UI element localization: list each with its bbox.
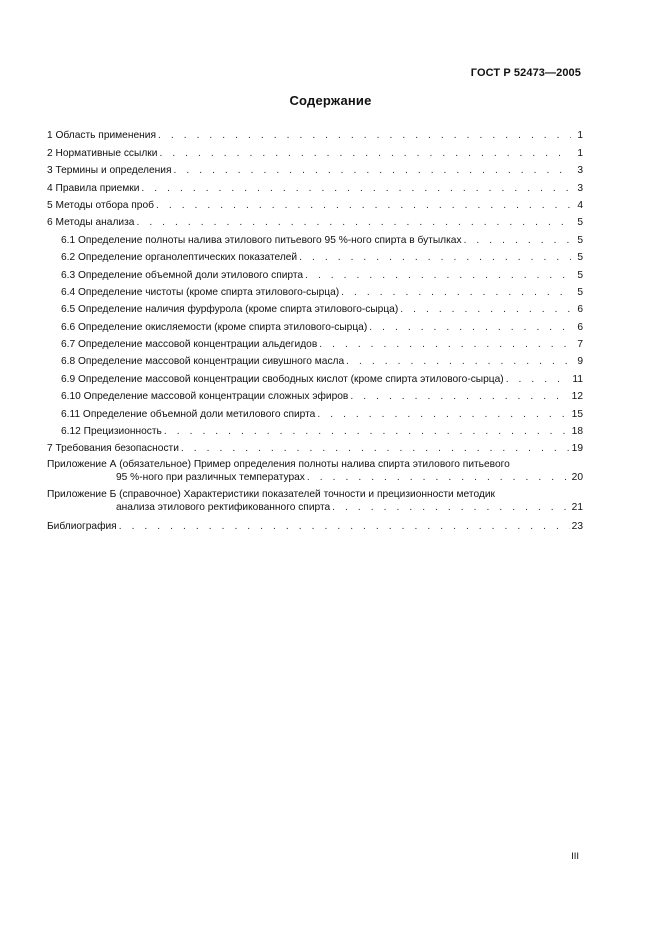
toc-entry-6-5[interactable] bbox=[47, 299, 583, 316]
leader-dots bbox=[158, 129, 571, 142]
toc-entry-text: 6.12 Прецизионность bbox=[47, 425, 162, 438]
toc-entry-6-12[interactable] bbox=[47, 421, 583, 438]
toc-entry-text: 6.5 Определение наличия фурфурола (кроме спирта этилового-сырца) bbox=[47, 303, 398, 316]
toc-appendix-line1: Приложение Б (справочное) Характеристики показателей точности и прецизионности методик bbox=[47, 489, 495, 501]
toc-entry-text: 2 Нормативные ссылки bbox=[47, 147, 158, 159]
toc-entry-text: 6.10 Определение массовой концентрации сложных эфиров bbox=[47, 390, 348, 403]
toc-entry-text: 6 Методы анализа bbox=[47, 217, 135, 229]
toc-entry-6-11[interactable] bbox=[47, 403, 583, 420]
toc-entry-page: 20 bbox=[571, 472, 583, 484]
toc-entry-text: 6.1 Определение полноты налива этилового питьевого 95 %-ного спирта в бутылках bbox=[47, 234, 462, 247]
toc-entry-text: 6.3 Определение объемной доли этилового спирта bbox=[47, 269, 303, 282]
leader-dots bbox=[164, 425, 570, 438]
toc-entry-page: 4 bbox=[577, 199, 583, 211]
document-code: ГОСТ Р 52473—2005 bbox=[470, 67, 581, 79]
toc-entry-6-9[interactable] bbox=[47, 368, 583, 385]
leader-dots bbox=[464, 234, 571, 247]
toc-entry-6-4[interactable] bbox=[47, 282, 583, 299]
toc-entry-page: 5 bbox=[577, 217, 583, 229]
toc-entry-page: 19 bbox=[571, 443, 583, 455]
toc-entry-text: Библиография bbox=[47, 520, 117, 532]
leader-dots bbox=[369, 321, 571, 334]
toc-entry-page: 12 bbox=[571, 391, 583, 403]
toc-entry-page: 1 bbox=[577, 130, 583, 142]
toc-entry-page: 6 bbox=[577, 321, 583, 333]
leader-dots bbox=[299, 251, 571, 264]
toc-entry-page: 5 bbox=[577, 286, 583, 298]
toc-entry-page: 15 bbox=[571, 408, 583, 420]
toc-appendix-line2: анализа этилового ректификованного спирта bbox=[116, 502, 331, 514]
toc-entry-6-1[interactable] bbox=[47, 229, 583, 246]
toc-entry-6[interactable] bbox=[47, 212, 583, 229]
toc-title: Содержание bbox=[289, 93, 372, 108]
toc-entry-text: 6.11 Определение объемной доли метилового спирта bbox=[47, 408, 315, 421]
table-of-contents bbox=[47, 125, 583, 533]
leader-dots bbox=[156, 199, 571, 212]
toc-entry-page: 5 bbox=[577, 234, 583, 246]
toc-entry-text: 6.8 Определение массовой концентрации сивушного масла bbox=[47, 355, 344, 368]
toc-appendix-line2: 95 %-ного при различных температурах bbox=[116, 472, 305, 484]
leader-dots bbox=[307, 471, 570, 484]
leader-dots bbox=[319, 338, 571, 351]
toc-entry-7[interactable] bbox=[47, 438, 583, 455]
leader-dots bbox=[317, 408, 569, 421]
toc-entry-text: 6.2 Определение органолептических показателей bbox=[47, 251, 297, 264]
leader-dots bbox=[350, 390, 569, 403]
leader-dots bbox=[181, 442, 570, 455]
toc-appendix-line2-row bbox=[47, 501, 583, 514]
leader-dots bbox=[136, 216, 571, 229]
toc-entry-6-8[interactable] bbox=[47, 351, 583, 368]
toc-entry-6-7[interactable] bbox=[47, 334, 583, 351]
toc-entry-2[interactable] bbox=[47, 142, 583, 159]
toc-entry-1[interactable] bbox=[47, 125, 583, 142]
toc-appendix-a[interactable] bbox=[47, 455, 583, 485]
toc-entry-page: 5 bbox=[577, 269, 583, 281]
toc-entry-text: 6.4 Определение чистоты (кроме спирта этилового-сырца) bbox=[47, 286, 339, 299]
toc-entry-text: 5 Методы отбора проб bbox=[47, 199, 154, 211]
toc-entry-3[interactable] bbox=[47, 160, 583, 177]
leader-dots bbox=[119, 520, 570, 533]
leader-dots bbox=[305, 269, 571, 282]
leader-dots bbox=[141, 182, 571, 195]
leader-dots bbox=[400, 303, 571, 316]
toc-entry-page: 21 bbox=[571, 502, 583, 514]
toc-appendix-b[interactable] bbox=[47, 485, 583, 515]
toc-entry-6-3[interactable] bbox=[47, 264, 583, 281]
toc-entry-page: 7 bbox=[577, 339, 583, 351]
toc-entry-6-2[interactable] bbox=[47, 247, 583, 264]
toc-bibliography[interactable] bbox=[47, 515, 583, 532]
toc-entry-page: 9 bbox=[577, 356, 583, 368]
toc-entry-text: 1 Область применения bbox=[47, 130, 156, 142]
toc-entry-4[interactable] bbox=[47, 177, 583, 194]
toc-entry-page: 23 bbox=[571, 520, 583, 532]
leader-dots bbox=[332, 501, 569, 514]
toc-entry-text: 6.6 Определение окисляемости (кроме спирта этилового-сырца) bbox=[47, 321, 367, 334]
toc-appendix-line2-row bbox=[47, 471, 583, 484]
leader-dots bbox=[159, 147, 571, 160]
leader-dots bbox=[173, 164, 571, 177]
toc-entry-6-6[interactable] bbox=[47, 316, 583, 333]
toc-entry-page: 11 bbox=[572, 373, 583, 385]
toc-entry-page: 1 bbox=[577, 147, 583, 159]
page-number: III bbox=[571, 851, 579, 862]
toc-entry-5[interactable] bbox=[47, 195, 583, 212]
toc-entry-text: 7 Требования безопасности bbox=[47, 443, 179, 455]
toc-entry-text: 6.9 Определение массовой концентрации свободных кислот (кроме спирта этилового-сырца) bbox=[47, 373, 504, 386]
toc-entry-page: 3 bbox=[577, 165, 583, 177]
toc-entry-page: 18 bbox=[571, 426, 583, 438]
toc-appendix-line1: Приложение А (обязательное) Пример определения полноты налива спирта этилового питьевого bbox=[47, 459, 510, 471]
leader-dots bbox=[346, 355, 571, 368]
toc-entry-page: 6 bbox=[577, 304, 583, 316]
toc-entry-text: 6.7 Определение массовой концентрации альдегидов bbox=[47, 338, 317, 351]
toc-entry-6-10[interactable] bbox=[47, 386, 583, 403]
toc-entry-page: 3 bbox=[577, 182, 583, 194]
leader-dots bbox=[341, 286, 571, 299]
leader-dots bbox=[506, 373, 571, 386]
toc-entry-text: 4 Правила приемки bbox=[47, 182, 140, 194]
toc-entry-page: 5 bbox=[577, 252, 583, 264]
toc-entry-text: 3 Термины и определения bbox=[47, 165, 172, 177]
